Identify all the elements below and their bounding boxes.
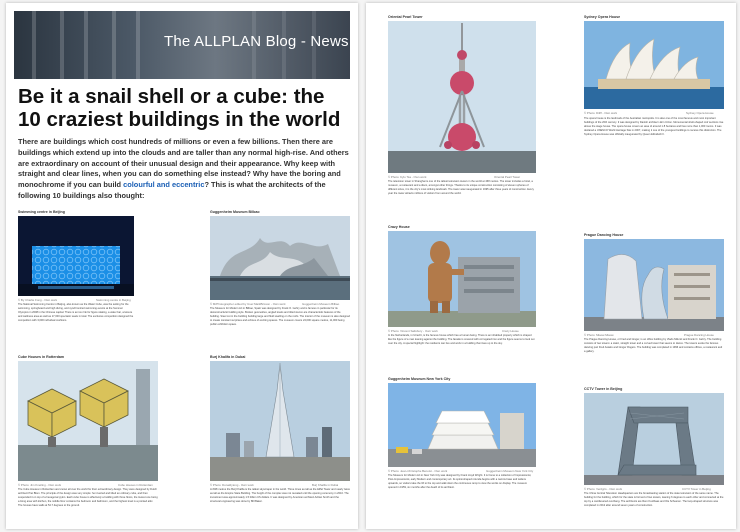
intro-text-2: ? This is what the architects of the following 10 buildings also thought:: [18, 180, 326, 200]
guggenheim-bilbao-illustration: [210, 216, 350, 300]
photo-cube-houses: [18, 361, 158, 481]
credit-guggenheim-ny: © Photo: Jean-Christophe Benoist - Own work: [388, 469, 448, 473]
photo-cctv: [584, 393, 724, 485]
crazy-house-illustration: [388, 231, 536, 327]
prague-dancing-illustration: [584, 239, 724, 331]
credit2-oriental-pearl: Oriental Pearl Tower: [494, 175, 521, 179]
body-guggenheim-bilbao: The Museum for Modern Art in Bilbao, Spain was designed by Frank O. Gehry and is famous in particular for its deconstructivist building style. Broken geometries, angled levels and titled stucco are characteristic features of the building. Steel cut in the building building large and fluid swelling on the roofs. The interior of the museum is also designed to create constant surprises and echoes of exciting spaces. The museum covers 24,000 square metres, 11,000 being public exhibition space.: [210, 307, 350, 326]
intro-text-1: There are buildings which cost hundreds of millions or even a few billions. Then there are buildings which extend up into the clouds and are taller than any normal high-rise. And others are extraordinary on account of their unusual design and their appearance. Why keep with straight and clear lines, when you can do something else instead? Why have the boring and monochrome if you can build: [18, 137, 349, 190]
heading-aquatics: Swimming centre in Beijing: [18, 210, 65, 214]
burj-khalifa-illustration: [210, 361, 350, 481]
credit-crazy-house: © Photo: Vincent Salisbury - Own work: [388, 329, 438, 333]
body-crazy-house: In the Netherlands, in Utrecht, is the famous house which has a human being. There is an inhabited property which is shaped like the figure of a man leaning against the building. The facade is covered with corrugated iron and the figure seems to look out over the city. A special highlight: the residents can live and work in a building that rises up to the sky.: [388, 334, 535, 345]
credit2-crazy-house: Crazy House: [502, 329, 519, 333]
article-page-left: [6, 3, 358, 529]
cctv-illustration: [584, 393, 724, 485]
body-oriental-pearl: The television tower in Shanghai is one of the tallest television towers in the world at 468 metres. The tower includes a hotel, a museum, a restaurant and a disco, amongst other things. Thanks to its unique construction consisting of eleven spheres of different sizes, it is the city's most striking landmark. The tower was inaugurated in 1995 after three years of construction. Every year the tower attracts millions of visitors from around the world.: [388, 180, 534, 195]
credit-aquatics: © By Charlie Fong - Own work: [18, 298, 58, 302]
heading-sydney-opera: Sydney Opera House: [584, 15, 621, 19]
heading-oriental-pearl: Oriental Pearl Tower: [388, 15, 423, 19]
body-cube-houses: The Cube Houses in Rotterdam are known all over the world for their extraordinary design. They were designed by Dutch architect Piet Blom. The principle of the design was very simple: he inverted and tilted an ordinary cube, and then suspended it on top of a hexagonal pylon. Each cube house is effectively a building with three floors, the lowest one being a living area with kitchen, the middle floor contains the bedroom and bathroom, and the highest level is a pointed attic. The houses have walls at 54.7 degrees to the ground.: [18, 488, 158, 507]
blog-banner: [14, 11, 350, 79]
cube-houses-illustration: [18, 361, 158, 481]
article-intro: [18, 137, 350, 202]
credit-prague-dancing: © Photo: Miaow Miaow: [584, 333, 614, 337]
photo-crazy-house: [388, 231, 536, 327]
body-sydney-opera: The opera house is the landmark of the Australian metropolis. It is also one of the most famous and most important buildings of the 20th century. It was designed by Danish architect Jørn Utzon. Monumental shell-shaped roof sections rise above the stage house. The opera house covers an area of around 1.8 hectares and has more than 1,000 rooms. It was declared a UNESCO World Heritage Site in 2007, making it one of the youngest buildings to receive this distinction. The Sydney Opera House was officially inaugurated by Queen Elizabeth II.: [584, 117, 724, 136]
photo-guggenheim-bilbao: [210, 216, 350, 300]
credit2-sydney-opera: Sydney Opera House: [686, 111, 714, 115]
body-guggenheim-ny: The Museum for Modern Art in New York City was designed by Frank Lloyd Wright. It is home to a collection of Impressionist, Post-Impressionist, early Modern and contemporary art. Its spiral-shaped rotunda begins with a narrow base and widens upwards, so visitors take the lift to the top and walk down the continuous ramp to view the works on display. The museum opened in 1959, six months after the death of its architect.: [388, 474, 532, 489]
heading-crazy-house: Crazy House: [388, 225, 410, 229]
credit-guggenheim-bilbao: © MrPhotographer edited by User:MarkBrisson - Own work: [210, 302, 286, 306]
credit-burj-khalifa: © Photo: Donaldytong - Own work: [210, 483, 254, 487]
heading-cube-houses: Cube Houses in Rotterdam: [18, 355, 65, 359]
photo-burj-khalifa: [210, 361, 350, 481]
article-title: Be it a snail shell or a cube: the 10 craziest buildings in the world: [18, 85, 341, 131]
body-cctv: The China Central Television Headquarters are the broadcasting station of the state television of the same name. The building for the building, which for the state is formed of two towers, leaning 6 degrees to each other and connected at the top by a cantilevered overhang. The architects are Rem Koolhaas and Ole Scheeren. The loop-shaped structure was completed in 2012 after around seven years of construction.: [584, 492, 724, 507]
body-burj-khalifa: At 828 metres the Burj Khalifa is the tallest skyscraper in the world. Three times as tall as the Eiffel Tower and nearly twice as tall as the Empire State Building. The height of the complex was not revealed until the opening ceremony in 2010. The investment was approximately 1.5 billion US dollars. It was designed by American architect Adrian Smith and the structural engineering was done by Bill Baker.: [210, 488, 350, 503]
photo-water-cube: [18, 216, 134, 296]
photo-prague-dancing: [584, 239, 724, 331]
credit-oriental-pearl: © Photo: Kylo Tsa - Own work: [388, 175, 427, 179]
heading-guggenheim-bilbao: Guggenheim Museum Bilbao: [210, 210, 260, 214]
body-prague-dancing: The Prague Dancing House, or Fred and Ginger, is an office building by Vlado Milunić and Frank O. Gehry. The building consists of two towers: a static, straight tower and a curved tower that seems to dance. The towers evoke the famous dancing pair Fred Astaire and Ginger Rogers. The building was completed in 1996 and contains offices, a restaurant and a gallery.: [584, 338, 723, 353]
heading-prague-dancing: Prague Dancing House: [584, 233, 624, 237]
article-page-right: [366, 3, 736, 529]
credit2-cctv: CCTV Tower in Beijing: [682, 487, 711, 491]
heading-guggenheim-ny: Guggenheim Museum New York City: [388, 377, 451, 381]
oriental-pearl-illustration: [388, 21, 536, 173]
credit-cube-houses: © Photo: Jim Kneiling - Own work: [18, 483, 62, 487]
credit2-prague-dancing: Prague Dancing House: [684, 333, 714, 337]
guggenheim-ny-illustration: [388, 383, 536, 467]
credit2-guggenheim-bilbao: Guggenheim Museum Bilbao: [302, 302, 340, 306]
blog-banner-title: The ALLPLAN Blog - News: [164, 33, 349, 50]
heading-burj-khalifa: Burj Khalifa in Dubai: [210, 355, 246, 359]
intro-link[interactable]: colourful and eccentric: [123, 180, 205, 190]
heading-cctv: CCTV Tower in Beijing: [584, 387, 623, 391]
credit2-guggenheim-ny: Guggenheim Museum New York City: [486, 469, 534, 473]
credit2-aquatics: Swimming centre in Beijing: [96, 298, 131, 302]
photo-oriental-pearl: [388, 21, 536, 173]
sydney-opera-illustration: [584, 21, 724, 109]
photo-guggenheim-ny: [388, 383, 536, 467]
credit-sydney-opera: © Photo: Diliff - Own work: [584, 111, 618, 115]
body-aquatics: The National Swimming Centre in Beijing, also known as the Water Cube, was the setting for the swimming, springboard and high diving, and synchronized swimming events at the Summer Olympics in 2008 in the Chinese capital. There is an ice rink for figure skating, a water bar, a leisure and wellness area as well as 17,000 spectator seats in total. The exclusive competition designed the competition with 3,000 individual cushions.: [18, 303, 134, 322]
credit2-cube-houses: Cube Houses in Rotterdam: [118, 483, 153, 487]
photo-sydney-opera: [584, 21, 724, 109]
water-cube-illustration: [18, 216, 134, 296]
credit2-burj-khalifa: Burj Khalifa in Dubai: [312, 483, 339, 487]
credit-cctv: © Photo: Verdgris - Own work: [584, 487, 623, 491]
